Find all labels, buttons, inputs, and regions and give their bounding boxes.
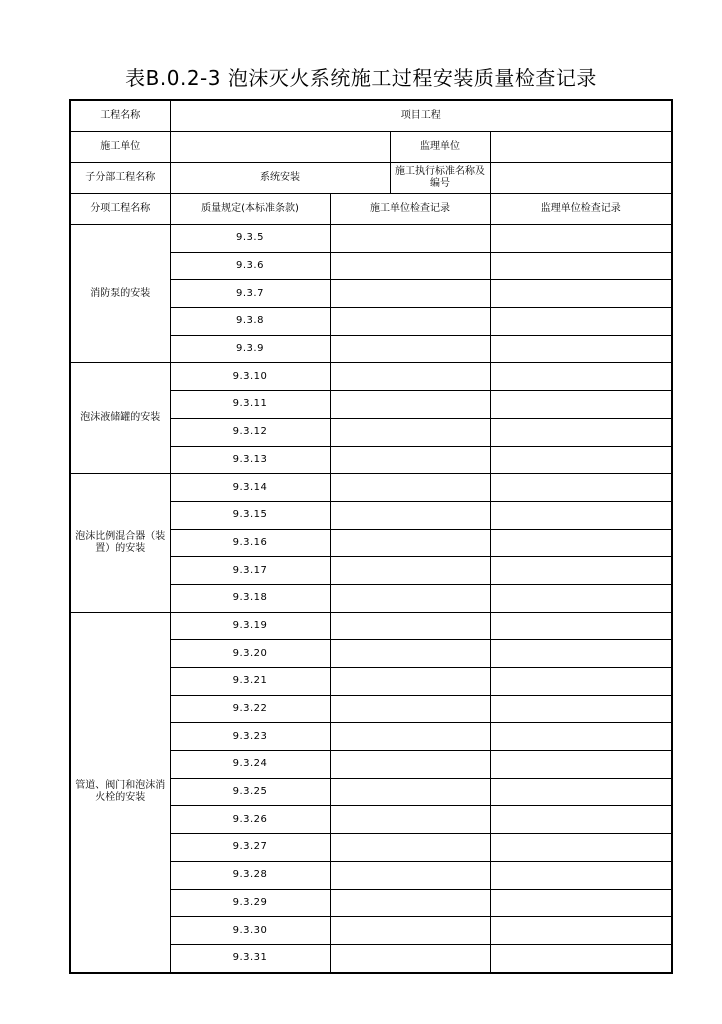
construction-check-cell[interactable]: [330, 529, 490, 557]
item-group-name: 泡沫液储罐的安装: [70, 363, 170, 474]
supervision-check-cell[interactable]: [490, 225, 672, 253]
clause-number: 9.3.14: [170, 474, 330, 502]
construction-check-cell[interactable]: [330, 252, 490, 280]
construction-check-cell[interactable]: [330, 225, 490, 253]
supervision-unit-label: 监理单位: [390, 132, 490, 163]
clause-number: 9.3.9: [170, 335, 330, 363]
sub-project-row: [70, 163, 672, 194]
supervision-check-cell[interactable]: [490, 557, 672, 585]
supervision-check-cell[interactable]: [490, 778, 672, 806]
clause-number: 9.3.13: [170, 446, 330, 474]
column-header-row: [70, 194, 672, 225]
supervision-check-cell[interactable]: [490, 944, 672, 972]
clause-number: 9.3.7: [170, 280, 330, 308]
inspection-record-table: [69, 99, 673, 974]
supervision-check-cell[interactable]: [490, 889, 672, 917]
clause-number: 9.3.15: [170, 501, 330, 529]
clause-number: 9.3.6: [170, 252, 330, 280]
supervision-check-cell[interactable]: [490, 723, 672, 751]
supervision-check-cell[interactable]: [490, 917, 672, 945]
construction-check-cell[interactable]: [330, 391, 490, 419]
clause-number: 9.3.8: [170, 308, 330, 336]
clause-number: 9.3.20: [170, 640, 330, 668]
construction-check-cell[interactable]: [330, 668, 490, 696]
item-group-name: 消防泵的安装: [70, 225, 170, 363]
clause-number: 9.3.24: [170, 751, 330, 779]
supervision-check-cell[interactable]: [490, 861, 672, 889]
supervision-unit-value[interactable]: [490, 132, 672, 163]
supervision-check-cell[interactable]: [490, 363, 672, 391]
supervision-check-cell[interactable]: [490, 806, 672, 834]
col-supervision-check: 监理单位检查记录: [490, 194, 672, 225]
construction-check-cell[interactable]: [330, 446, 490, 474]
supervision-check-cell[interactable]: [490, 668, 672, 696]
clause-number: 9.3.26: [170, 806, 330, 834]
construction-check-cell[interactable]: [330, 889, 490, 917]
construction-unit-label: 施工单位: [70, 132, 170, 163]
supervision-check-cell[interactable]: [490, 612, 672, 640]
item-group-name: 泡沫比例混合器（装置）的安装: [70, 474, 170, 612]
construction-check-cell[interactable]: [330, 944, 490, 972]
construction-check-cell[interactable]: [330, 418, 490, 446]
construction-check-cell[interactable]: [330, 612, 490, 640]
construction-check-cell[interactable]: [330, 363, 490, 391]
sub-project-value[interactable]: 系统安装: [170, 163, 390, 194]
clause-number: 9.3.10: [170, 363, 330, 391]
clause-number: 9.3.30: [170, 917, 330, 945]
construction-check-cell[interactable]: [330, 501, 490, 529]
construction-check-cell[interactable]: [330, 695, 490, 723]
col-construction-check: 施工单位检查记录: [330, 194, 490, 225]
clause-number: 9.3.25: [170, 778, 330, 806]
supervision-check-cell[interactable]: [490, 751, 672, 779]
construction-check-cell[interactable]: [330, 861, 490, 889]
clause-number: 9.3.19: [170, 612, 330, 640]
clause-number: 9.3.16: [170, 529, 330, 557]
clause-number: 9.3.28: [170, 861, 330, 889]
supervision-check-cell[interactable]: [490, 834, 672, 862]
clause-number: 9.3.11: [170, 391, 330, 419]
clause-number: 9.3.27: [170, 834, 330, 862]
table-row: [70, 225, 672, 253]
table-row: [70, 474, 672, 502]
clause-number: 9.3.12: [170, 418, 330, 446]
supervision-check-cell[interactable]: [490, 501, 672, 529]
construction-check-cell[interactable]: [330, 751, 490, 779]
construction-check-cell[interactable]: [330, 834, 490, 862]
construction-check-cell[interactable]: [330, 640, 490, 668]
table-row: [70, 612, 672, 640]
construction-check-cell[interactable]: [330, 723, 490, 751]
clause-number: 9.3.21: [170, 668, 330, 696]
construction-check-cell[interactable]: [330, 778, 490, 806]
supervision-check-cell[interactable]: [490, 640, 672, 668]
table-row: [70, 363, 672, 391]
standard-value[interactable]: [490, 163, 672, 194]
supervision-check-cell[interactable]: [490, 280, 672, 308]
supervision-check-cell[interactable]: [490, 446, 672, 474]
construction-check-cell[interactable]: [330, 280, 490, 308]
clause-number: 9.3.5: [170, 225, 330, 253]
project-name-label: 工程名称: [70, 100, 170, 132]
project-name-row: [70, 100, 672, 132]
standard-label: 施工执行标准名称及编号: [390, 163, 490, 194]
clause-number: 9.3.17: [170, 557, 330, 585]
construction-check-cell[interactable]: [330, 308, 490, 336]
supervision-check-cell[interactable]: [490, 529, 672, 557]
supervision-check-cell[interactable]: [490, 695, 672, 723]
clause-number: 9.3.22: [170, 695, 330, 723]
item-group-name: 管道、阀门和泡沫消火栓的安装: [70, 612, 170, 972]
supervision-check-cell[interactable]: [490, 252, 672, 280]
clause-number: 9.3.23: [170, 723, 330, 751]
clause-number: 9.3.18: [170, 584, 330, 612]
supervision-check-cell[interactable]: [490, 391, 672, 419]
construction-check-cell[interactable]: [330, 917, 490, 945]
construction-check-cell[interactable]: [330, 557, 490, 585]
construction-check-cell[interactable]: [330, 474, 490, 502]
form-title: 表B.0.2-3 泡沫灭火系统施工过程安装质量检查记录: [125, 66, 597, 90]
construction-unit-value[interactable]: [170, 132, 390, 163]
construction-unit-row: [70, 132, 672, 163]
supervision-check-cell[interactable]: [490, 335, 672, 363]
construction-check-cell[interactable]: [330, 584, 490, 612]
col-item-name: 分项工程名称: [70, 194, 170, 225]
project-name-value[interactable]: 项目工程: [170, 100, 672, 132]
supervision-check-cell[interactable]: [490, 308, 672, 336]
construction-check-cell[interactable]: [330, 335, 490, 363]
supervision-check-cell[interactable]: [490, 474, 672, 502]
supervision-check-cell[interactable]: [490, 584, 672, 612]
col-quality-rule: 质量规定(本标准条款): [170, 194, 330, 225]
supervision-check-cell[interactable]: [490, 418, 672, 446]
clause-number: 9.3.29: [170, 889, 330, 917]
clause-number: 9.3.31: [170, 944, 330, 972]
construction-check-cell[interactable]: [330, 806, 490, 834]
sub-project-label: 子分部工程名称: [70, 163, 170, 194]
